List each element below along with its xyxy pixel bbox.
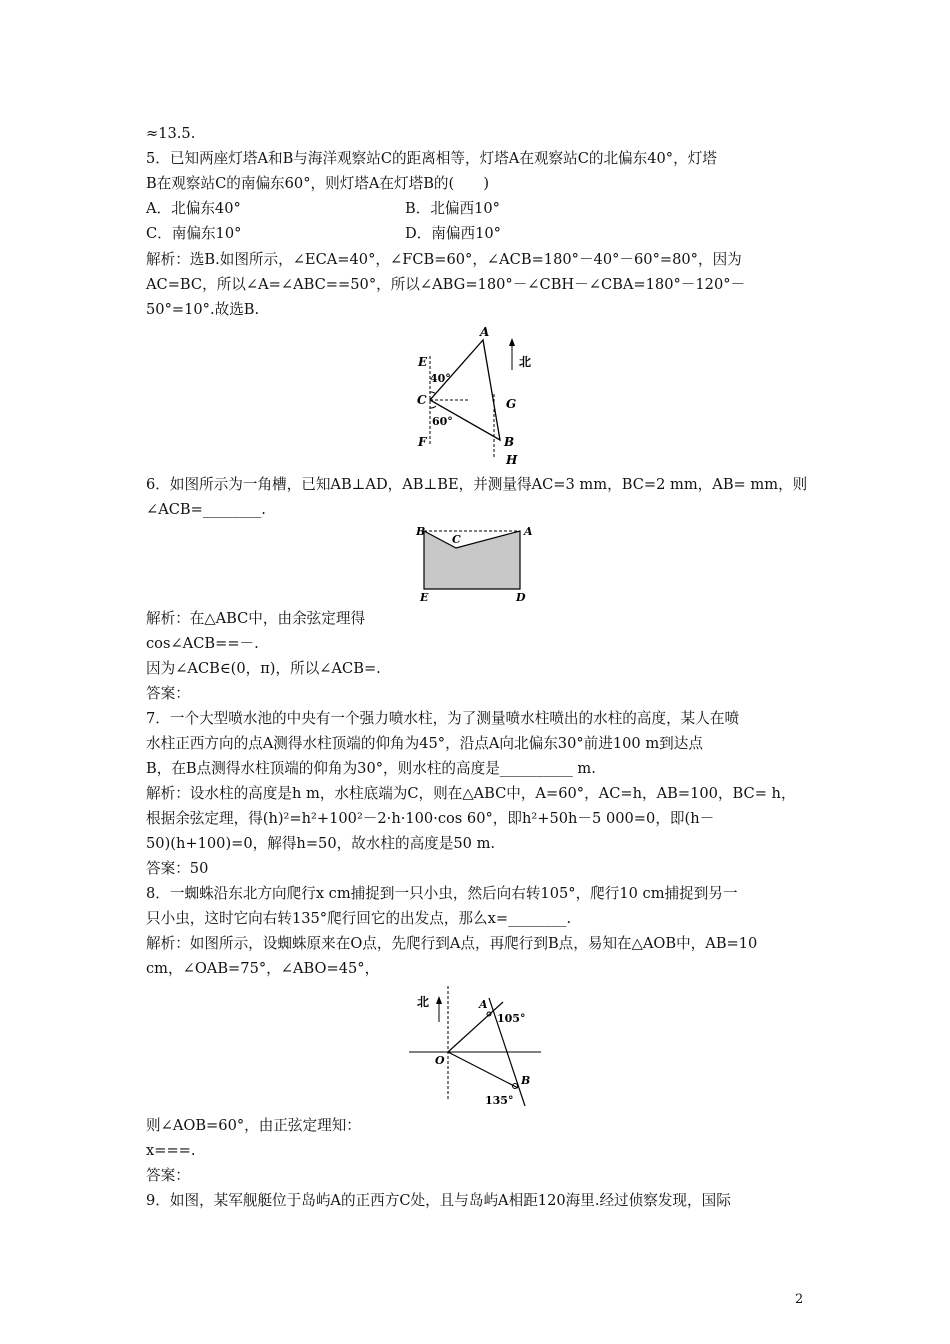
label-H: H xyxy=(506,453,518,467)
label-O: O xyxy=(435,1054,445,1067)
label-B: B xyxy=(416,525,426,538)
label-B: B xyxy=(504,435,515,449)
solution-8-line-4: x===. xyxy=(146,1142,196,1159)
question-5-line-2: B在观察站C的南偏东60°，则灯塔A在灯塔B的( ) xyxy=(146,175,490,192)
label-G: G xyxy=(506,397,517,411)
angle-135: 135° xyxy=(485,1094,514,1107)
solution-6-line-3: 因为∠ACB∈(0，π)，所以∠ACB=. xyxy=(146,660,381,677)
solution-8-line-3: 则∠AOB=60°，由正弦定理知： xyxy=(146,1117,361,1134)
angle-105: 105° xyxy=(497,1012,526,1025)
label-B: B xyxy=(521,1074,531,1087)
answer-8: 答案： xyxy=(146,1167,190,1184)
page-number: 2 xyxy=(795,1292,804,1307)
option-b: B．北偏西10° xyxy=(405,200,500,217)
solution-8-line-2: cm，∠OAB=75°，∠ABO=45°， xyxy=(146,960,380,977)
solution-7-line-2: 根据余弦定理，得(h)²=h²+100²－2·h·100·cos 60°，即h²+50h－5 000=0，即(h－ xyxy=(146,810,715,827)
solution-5-line-3: 50°=10°.故选B. xyxy=(146,301,260,318)
figure-angle-groove xyxy=(412,521,540,605)
option-c: C．南偏东10° xyxy=(146,225,242,242)
question-8-line-1: 8．一蜘蛛沿东北方向爬行x cm捕捉到一只小虫，然后向右转105°，爬行10 cm捕捉到另一 xyxy=(146,885,738,902)
answer-7: 答案：50 xyxy=(146,860,209,877)
question-7-line-1: 7．一个大型喷水池的中央有一个强力喷水柱，为了测量喷水柱喷出的水柱的高度，某人在喷 xyxy=(146,710,740,727)
angle-60: 60° xyxy=(432,415,453,428)
label-F: F xyxy=(418,435,427,449)
label-E: E xyxy=(420,591,429,604)
label-D: D xyxy=(516,591,526,604)
solution-7-line-3: 50)(h+100)=0，解得h=50，故水柱的高度是50 m. xyxy=(146,835,496,852)
option-d: D．南偏西10° xyxy=(405,225,501,242)
label-A: A xyxy=(479,998,488,1011)
question-9-line-1: 9．如图，某军舰艇位于岛屿A的正西方C处，且与岛屿A相距120海里.经过侦察发现，国际 xyxy=(146,1192,731,1209)
solution-5-line-1: 解析：选B.如图所示，∠ECA=40°，∠FCB=60°，∠ACB=180°－40°－60°=80°，因为 xyxy=(146,251,742,268)
label-north: 北 xyxy=(417,995,430,1009)
figure-spider-path xyxy=(405,982,545,1112)
angle-40: 40° xyxy=(430,372,451,385)
question-6-line-1: 6．如图所示为一角槽，已知AB⊥AD，AB⊥BE，并测量得AC=3 mm，BC=2 mm，AB= mm，则 xyxy=(146,476,808,493)
text-line: ≈13.5. xyxy=(146,125,196,142)
label-A: A xyxy=(480,325,490,339)
figure-lighthouse xyxy=(408,322,548,470)
label-A: A xyxy=(524,525,533,538)
question-8-line-2: 只小虫，这时它向右转135°爬行回它的出发点，那么x=________. xyxy=(146,910,572,927)
answer-6: 答案： xyxy=(146,685,190,702)
question-5-line-1: 5．已知两座灯塔A和B与海洋观察站C的距离相等，灯塔A在观察站C的北偏东40°，灯塔 xyxy=(146,150,717,167)
question-7-line-2: 水柱正西方向的点A测得水柱顶端的仰角为45°，沿点A向北偏东30°前进100 m到达点 xyxy=(146,735,703,752)
label-C: C xyxy=(417,393,427,407)
label-E: E xyxy=(418,355,428,369)
question-6-line-2: ∠ACB=________. xyxy=(146,501,266,518)
solution-8-line-1: 解析：如图所示，设蜘蛛原来在O点，先爬行到A点，再爬行到B点，易知在△AOB中，AB=10 xyxy=(146,935,758,952)
label-C: C xyxy=(452,533,461,546)
label-north: 北 xyxy=(519,355,532,369)
solution-6-line-2: cos∠ACB==－. xyxy=(146,635,259,652)
question-7-line-3: B，在B点测得水柱顶端的仰角为30°，则水柱的高度是__________ m. xyxy=(146,760,596,777)
solution-7-line-1: 解析：设水柱的高度是h m，水柱底端为C，则在△ABC中，A=60°，AC=h，AB=100，BC= h， xyxy=(146,785,796,802)
solution-6-line-1: 解析：在△ABC中，由余弦定理得 xyxy=(146,610,366,627)
option-a: A．北偏东40° xyxy=(146,200,241,217)
solution-5-line-2: AC=BC，所以∠A=∠ABC==50°，所以∠ABG=180°－∠CBH－∠CBA=180°－120°－ xyxy=(146,276,746,293)
